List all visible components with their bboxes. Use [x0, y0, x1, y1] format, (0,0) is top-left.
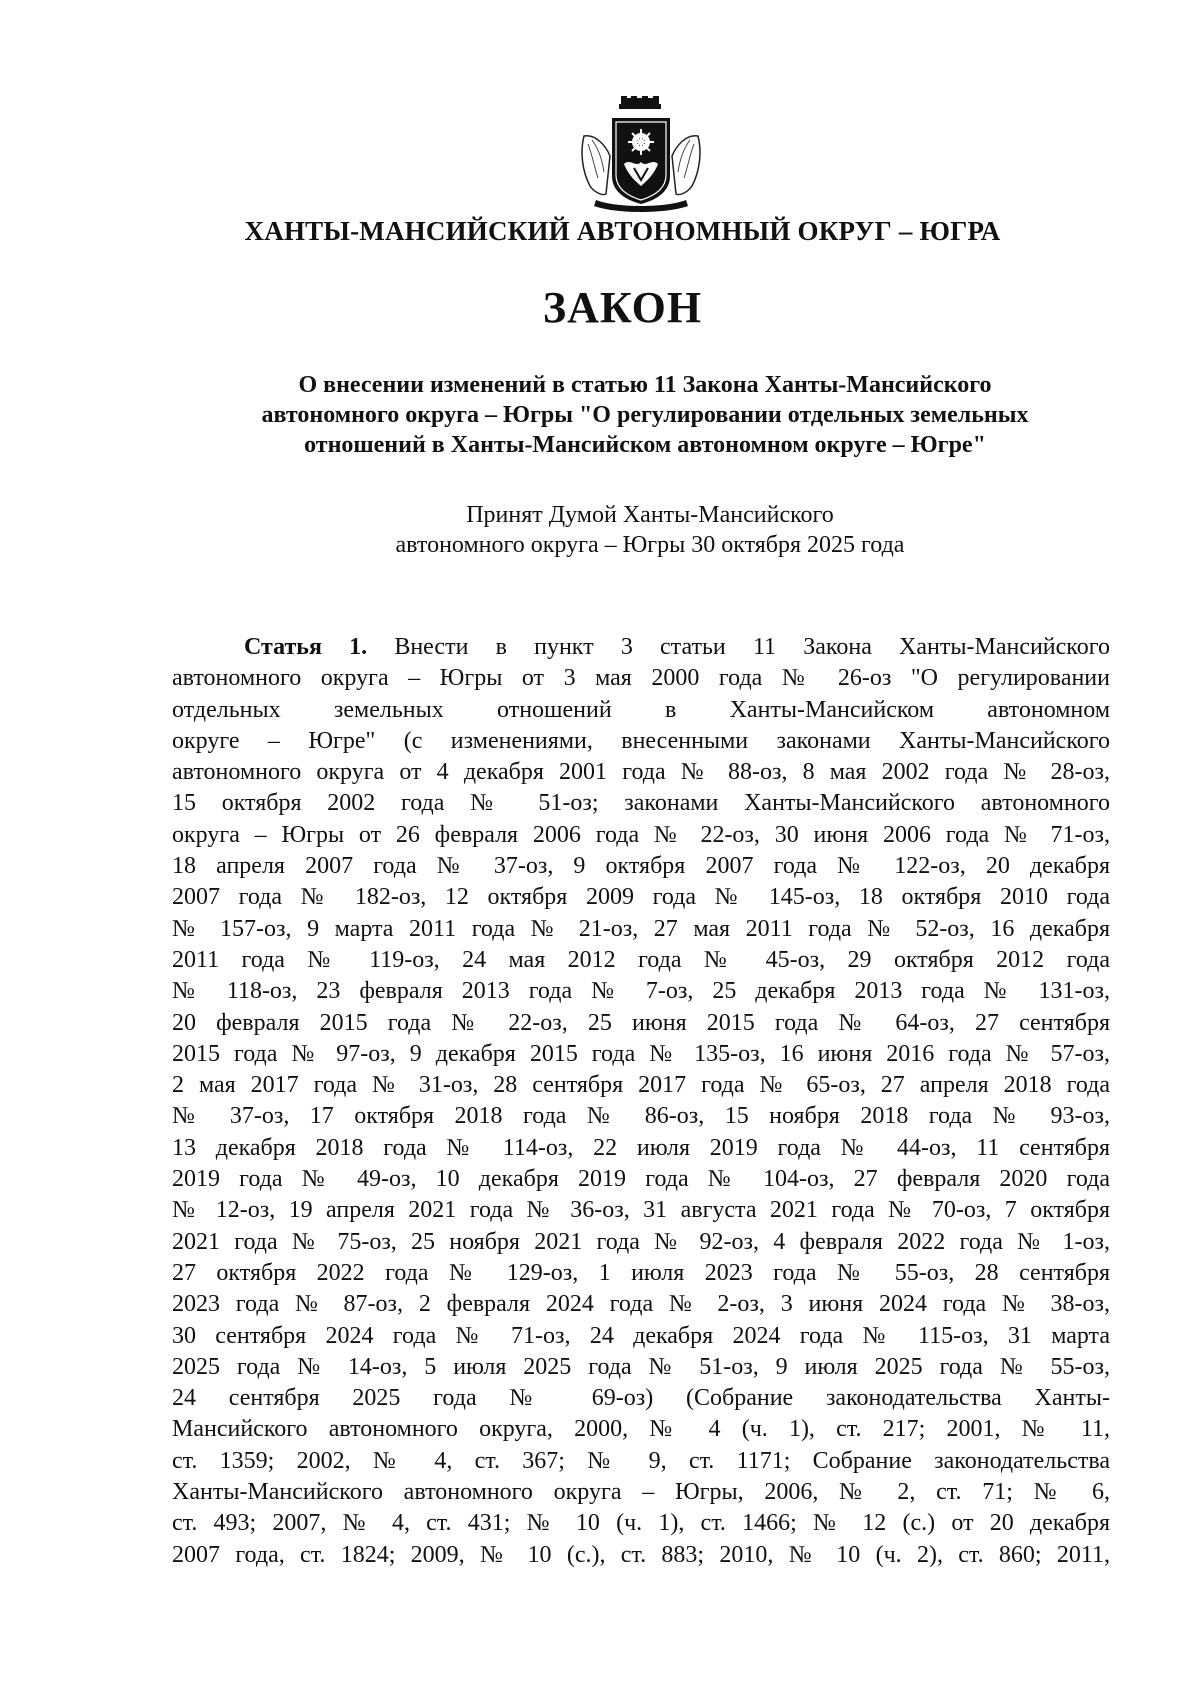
text-line: 2023 года № 87-оз, 2 февраля 2024 года № 2-оз, 3 июня 2024 года № 38-оз,	[172, 1291, 1110, 1318]
coat-of-arms-icon	[576, 96, 706, 216]
text-line: 2021 года № 75-оз, 25 ноября 2021 года № 92-оз, 4 февраля 2022 года № 1-оз,	[172, 1228, 1110, 1255]
text-line: 27 октября 2022 года № 129-оз, 1 июля 2023 года № 55-оз, 28 сентября	[172, 1259, 1110, 1286]
text-line: 2011 года № 119-оз, 24 мая 2012 года № 45-оз, 29 октября 2012 года	[172, 946, 1110, 973]
text-line: 15 октября 2002 года № 51-оз; законами Ханты-Мансийского автономного	[172, 790, 1110, 817]
subject-line: автономного округа – Югры "О регулировании отдельных земельных	[261, 402, 1029, 428]
text-line: отдельных земельных отношений в Ханты-Мансийском автономном	[172, 696, 1110, 723]
text-line: ст. 493; 2007, № 4, ст. 431; № 10 (ч. 1), ст. 1466; № 12 (с.) от 20 декабря	[172, 1510, 1110, 1537]
text-line: Ханты-Мансийского автономного округа – Югры, 2006, № 2, ст. 71; № 6,	[172, 1479, 1110, 1506]
adoption-line: автономного округа – Югры 30 октября 2025 года	[395, 532, 905, 558]
article-first-text: Внести в пункт 3 статьи 11 Закона Ханты-Мансийского	[394, 634, 1110, 660]
text-line: 2019 года № 49-оз, 10 декабря 2019 года № 104-оз, 27 февраля 2020 года	[172, 1166, 1110, 1193]
text-line: 2007 года № 182-оз, 12 октября 2009 года № 145-оз, 18 октября 2010 года	[172, 884, 1110, 911]
adoption-note	[250, 500, 1050, 560]
law-subject	[190, 370, 1100, 460]
text-line: 2025 года № 14-оз, 5 июля 2025 года № 51-оз, 9 июля 2025 года № 55-оз,	[172, 1353, 1110, 1380]
subject-line: О внесении изменений в статью 11 Закона Ханты-Мансийского	[298, 372, 992, 398]
region-heading: ХАНТЫ-МАНСИЙСКИЙ АВТОНОМНЫЙ ОКРУГ – ЮГРА	[244, 216, 1001, 246]
article-first-line	[172, 632, 1110, 663]
text-line: ст. 1359; 2002, № 4, ст. 367; № 9, ст. 1171; Собрание законодательства	[172, 1447, 1110, 1474]
adoption-line: Принят Думой Ханты-Мансийского	[466, 502, 834, 528]
text-line: № 37-оз, 17 октября 2018 года № 86-оз, 15 ноября 2018 года № 93-оз,	[172, 1103, 1110, 1130]
text-line: 20 февраля 2015 года № 22-оз, 25 июня 2015 года № 64-оз, 27 сентября	[172, 1009, 1110, 1036]
text-line: 2 мая 2017 года № 31-оз, 28 сентября 2017 года № 65-оз, 27 апреля 2018 года	[172, 1072, 1110, 1099]
text-line: округе – Югре" (с изменениями, внесенными законами Ханты-Мансийского	[172, 727, 1110, 754]
article-label: Статья 1.	[244, 634, 368, 660]
text-line: 2007 года, ст. 1824; 2009, № 10 (с.), ст. 883; 2010, № 10 (ч. 2), ст. 860; 2011,	[172, 1541, 1110, 1568]
text-line: 18 апреля 2007 года № 37-оз, 9 октября 2007 года № 122-оз, 20 декабря	[172, 853, 1110, 880]
text-line: автономного округа – Югры от 3 мая 2000 года № 26-оз "О регулировании	[172, 665, 1110, 692]
text-line: № 12-оз, 19 апреля 2021 года № 36-оз, 31 августа 2021 года № 70-оз, 7 октября	[172, 1197, 1110, 1224]
text-line: 13 декабря 2018 года № 114-оз, 22 июля 2019 года № 44-оз, 11 сентября	[172, 1134, 1110, 1161]
text-line: 2015 года № 97-оз, 9 декабря 2015 года № 135-оз, 16 июня 2016 года № 57-оз,	[172, 1040, 1110, 1067]
text-line: округа – Югры от 26 февраля 2006 года № 22-оз, 30 июня 2006 года № 71-оз,	[172, 821, 1110, 848]
text-line: Мансийского автономного округа, 2000, № 4 (ч. 1), ст. 217; 2001, № 11,	[172, 1416, 1110, 1443]
subject-line: отношений в Ханты-Мансийском автономном округе – Югре"	[304, 432, 986, 458]
article-1	[172, 632, 1110, 1571]
text-line: № 157-оз, 9 марта 2011 года № 21-оз, 27 мая 2011 года № 52-оз, 16 декабря	[172, 915, 1110, 942]
text-line: 30 сентября 2024 года № 71-оз, 24 декабря 2024 года № 115-оз, 31 марта	[172, 1322, 1110, 1349]
document-type-title: ЗАКОН	[542, 283, 703, 332]
text-line: автономного округа от 4 декабря 2001 года № 88-оз, 8 мая 2002 года № 28-оз,	[172, 759, 1110, 786]
text-line: № 118-оз, 23 февраля 2013 года № 7-оз, 25 декабря 2013 года № 131-оз,	[172, 978, 1110, 1005]
text-line: 24 сентября 2025 года № 69-оз) (Собрание законодательства Ханты-	[172, 1385, 1110, 1412]
